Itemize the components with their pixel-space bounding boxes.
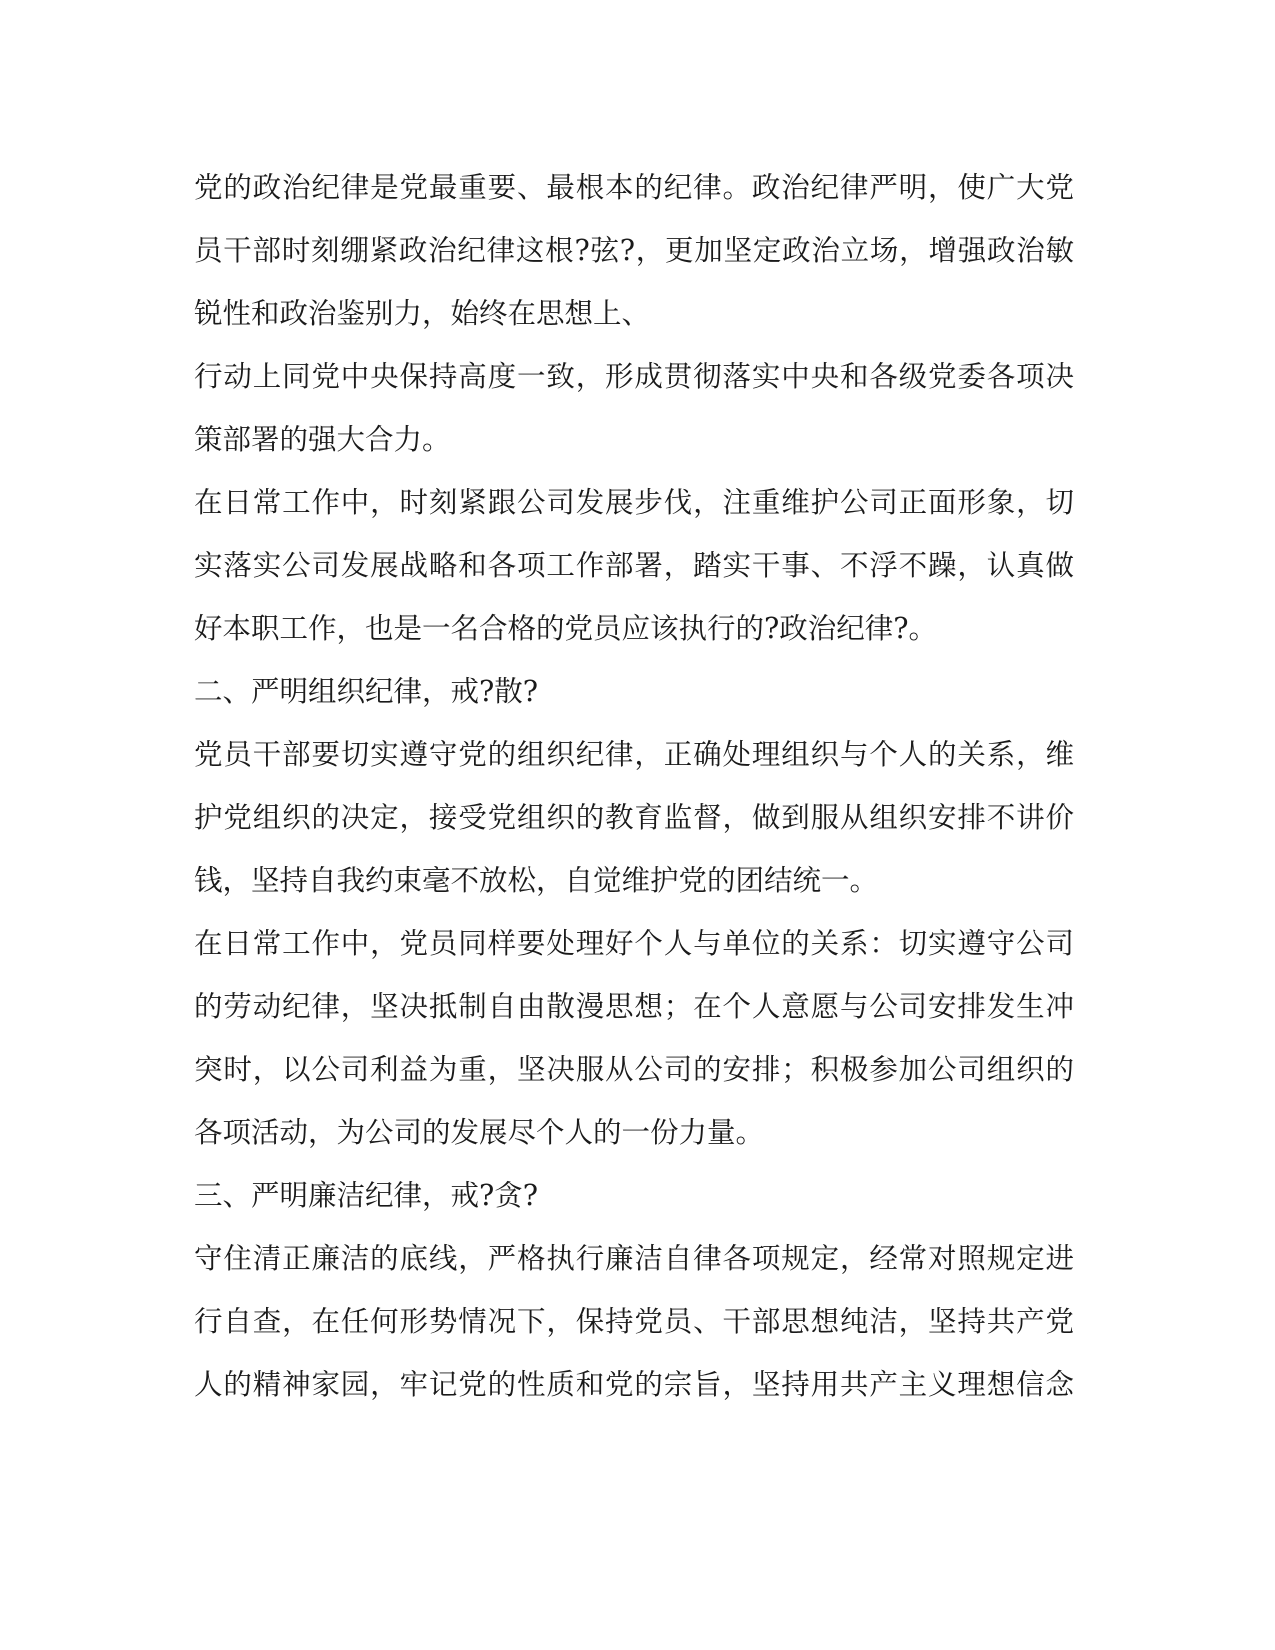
text-line: 各项活动，为公司的发展尽个人的一份力量。 xyxy=(194,1116,765,1149)
text-line: 的劳动纪律，坚决抵制自由散漫思想；在个人意愿与公司安排发生冲 xyxy=(194,990,1074,1023)
text-line: 党的政治纪律是党最重要、最根本的纪律。政治纪律严明，使广大党 xyxy=(194,171,1074,204)
text-line: 策部署的强大合力。 xyxy=(194,423,451,456)
text-line: 二、严明组织纪律，戒?散? xyxy=(194,675,539,708)
text-line: 守住清正廉洁的底线，严格执行廉洁自律各项规定，经常对照规定进 xyxy=(194,1242,1074,1275)
text-line: 在日常工作中，时刻紧跟公司发展步伐，注重维护公司正面形象，切 xyxy=(194,486,1074,519)
text-line: 党员干部要切实遵守党的组织纪律，正确处理组织与个人的关系，维 xyxy=(194,738,1074,771)
text-line: 突时，以公司利益为重，坚决服从公司的安排；积极参加公司组织的 xyxy=(194,1053,1074,1086)
document-body xyxy=(194,156,1074,1416)
text-line: 行自查，在任何形势情况下，保持党员、干部思想纯洁，坚持共产党 xyxy=(194,1305,1074,1338)
text-line: 钱，坚持自我约束毫不放松，自觉维护党的团结统一。 xyxy=(194,864,879,897)
text-line: 锐性和政治鉴别力，始终在思想上、 xyxy=(194,297,651,330)
text-line: 三、严明廉洁纪律，戒?贪? xyxy=(194,1179,539,1212)
text-line: 好本职工作，也是一名合格的党员应该执行的?政治纪律?。 xyxy=(194,612,938,645)
text-line: 实落实公司发展战略和各项工作部署，踏实干事、不浮不躁，认真做 xyxy=(194,549,1074,582)
text-line: 人的精神家园，牢记党的性质和党的宗旨，坚持用共产主义理想信念 xyxy=(194,1368,1074,1401)
text-line: 护党组织的决定，接受党组织的教育监督，做到服从组织安排不讲价 xyxy=(194,801,1074,834)
text-line: 行动上同党中央保持高度一致，形成贯彻落实中央和各级党委各项决 xyxy=(194,360,1074,393)
text-line: 员干部时刻绷紧政治纪律这根?弦?，更加坚定政治立场，增强政治敏 xyxy=(194,234,1074,267)
text-line: 在日常工作中，党员同样要处理好个人与单位的关系：切实遵守公司 xyxy=(194,927,1074,960)
